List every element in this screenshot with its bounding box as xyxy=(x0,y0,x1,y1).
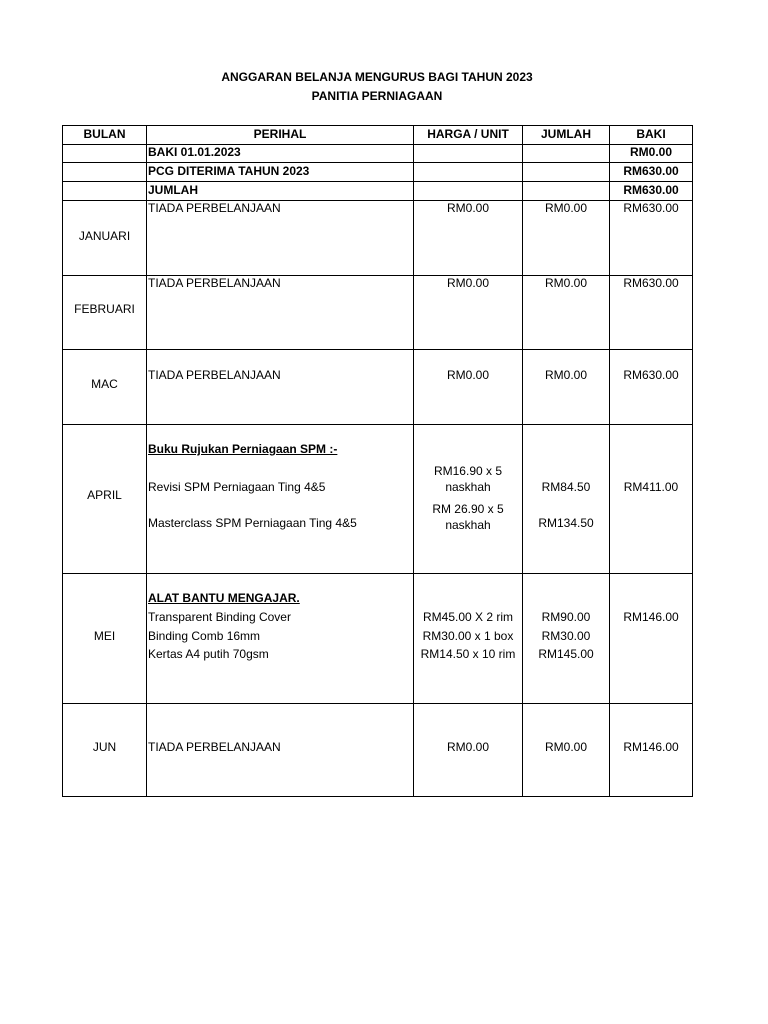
header-cell-jumlah xyxy=(522,126,609,144)
month-label: JANUARI xyxy=(78,229,131,243)
bulan-cell xyxy=(62,182,146,200)
table-header-row xyxy=(62,125,693,144)
perihal-text: JUMLAH xyxy=(148,182,198,197)
column-header-jumlah: JUMLAH xyxy=(541,126,591,141)
jumlah-cell xyxy=(522,182,609,200)
budget-table xyxy=(62,125,693,797)
harga-cell xyxy=(413,574,522,703)
perihal-cell xyxy=(146,163,413,181)
jumlah-value: RM0.00 xyxy=(544,276,588,290)
harga-cell xyxy=(413,350,522,424)
month-label: JUN xyxy=(92,740,117,754)
bulan-cell xyxy=(62,704,146,796)
baki-cell xyxy=(609,163,693,181)
summary-row-total xyxy=(62,181,693,200)
item-description: Revisi SPM Perniagaan Ting 4&5 xyxy=(148,480,326,494)
month-row-jun xyxy=(62,703,693,797)
header-cell-bulan xyxy=(62,126,146,144)
jumlah-cell xyxy=(522,276,609,349)
harga-cell xyxy=(413,704,522,796)
jumlah-value: RM0.00 xyxy=(544,368,588,382)
baki-cell xyxy=(609,182,693,200)
item-unit-price: RM45.00 X 2 rim xyxy=(422,610,514,624)
jumlah-cell xyxy=(522,574,609,703)
perihal-text: TIADA PERBELANJAAN xyxy=(148,740,281,754)
bulan-cell xyxy=(62,163,146,181)
bulan-cell xyxy=(62,201,146,275)
month-label: MAC xyxy=(91,377,118,391)
item-total: RM84.50 xyxy=(541,480,591,494)
baki-value: RM0.00 xyxy=(629,145,673,159)
column-header-harga: HARGA / UNIT xyxy=(427,126,509,141)
month-row-mac xyxy=(62,349,693,424)
header-cell-harga xyxy=(413,126,522,144)
bulan-cell xyxy=(62,350,146,424)
month-row-mei xyxy=(62,573,693,703)
item-total: RM90.00 xyxy=(541,610,591,624)
baki-value: RM630.00 xyxy=(623,276,679,290)
perihal-cell xyxy=(146,145,413,162)
harga-cell xyxy=(413,425,522,573)
harga-cell xyxy=(413,145,522,162)
item-unit-price: RM 26.90 x 5 naskhah xyxy=(432,502,504,532)
baki-value: RM411.00 xyxy=(623,480,679,494)
perihal-cell xyxy=(146,574,413,703)
section-heading: Buku Rujukan Perniagaan SPM :- xyxy=(148,442,338,456)
perihal-text: PCG DITERIMA TAHUN 2023 xyxy=(148,163,310,178)
harga-cell xyxy=(413,182,522,200)
perihal-text: BAKI 01.01.2023 xyxy=(148,145,241,159)
bulan-cell xyxy=(62,145,146,162)
harga-cell xyxy=(413,163,522,181)
baki-cell xyxy=(609,276,693,349)
month-label: FEBRUARI xyxy=(74,302,135,316)
item-unit-price: RM14.50 x 10 rim xyxy=(420,647,516,661)
harga-value: RM0.00 xyxy=(446,368,490,382)
section-heading: ALAT BANTU MENGAJAR. xyxy=(148,591,300,605)
baki-cell xyxy=(609,574,693,703)
jumlah-cell xyxy=(522,201,609,275)
perihal-cell xyxy=(146,350,413,424)
bulan-cell xyxy=(62,276,146,349)
perihal-cell xyxy=(146,201,413,275)
document-subtitle: PANITIA PERNIAGAAN xyxy=(311,89,443,103)
baki-value: RM630.00 xyxy=(623,201,679,215)
perihal-text: TIADA PERBELANJAAN xyxy=(148,201,281,215)
item-description: Binding Comb 16mm xyxy=(148,629,261,643)
item-total: RM145.00 xyxy=(538,647,594,661)
document-title: ANGGARAN BELANJA MENGURUS BAGI TAHUN 2023 xyxy=(221,70,533,84)
item-total: RM30.00 xyxy=(541,629,591,643)
bulan-cell xyxy=(62,574,146,703)
jumlah-cell xyxy=(522,350,609,424)
item-description: Transparent Binding Cover xyxy=(148,610,291,624)
month-row-april xyxy=(62,424,693,573)
jumlah-value: RM0.00 xyxy=(544,201,588,215)
jumlah-value: RM0.00 xyxy=(544,740,588,754)
item-unit-price: RM16.90 x 5 naskhah xyxy=(433,464,503,494)
baki-cell xyxy=(609,145,693,162)
month-row-februari xyxy=(62,275,693,349)
column-header-baki: BAKI xyxy=(636,126,666,141)
jumlah-cell xyxy=(522,163,609,181)
summary-row-pcg-received xyxy=(62,162,693,181)
harga-value: RM0.00 xyxy=(446,740,490,754)
month-row-januari xyxy=(62,200,693,275)
item-unit-price: RM30.00 x 1 box xyxy=(422,629,514,643)
month-label: APRIL xyxy=(87,488,122,502)
baki-cell xyxy=(609,201,693,275)
perihal-cell xyxy=(146,704,413,796)
bulan-cell xyxy=(62,425,146,573)
baki-value: RM146.00 xyxy=(623,610,679,624)
column-header-bulan: BULAN xyxy=(83,126,126,141)
baki-cell xyxy=(609,704,693,796)
jumlah-cell xyxy=(522,425,609,573)
baki-value: RM630.00 xyxy=(623,182,679,197)
baki-cell xyxy=(609,350,693,424)
header-cell-baki xyxy=(609,126,693,144)
column-header-perihal: PERIHAL xyxy=(253,126,307,141)
month-label: MEI xyxy=(93,629,116,643)
perihal-cell xyxy=(146,425,413,573)
perihal-cell xyxy=(146,182,413,200)
item-total: RM134.50 xyxy=(538,516,594,530)
harga-value: RM0.00 xyxy=(446,201,490,215)
harga-value: RM0.00 xyxy=(446,276,490,290)
baki-value: RM630.00 xyxy=(623,163,679,178)
harga-cell xyxy=(413,276,522,349)
jumlah-cell xyxy=(522,704,609,796)
perihal-cell xyxy=(146,276,413,349)
baki-value: RM630.00 xyxy=(623,368,679,382)
summary-row-opening-balance xyxy=(62,144,693,162)
jumlah-cell xyxy=(522,145,609,162)
perihal-text: TIADA PERBELANJAAN xyxy=(148,276,281,290)
baki-cell xyxy=(609,425,693,573)
perihal-text: TIADA PERBELANJAAN xyxy=(148,368,281,382)
header-cell-perihal xyxy=(146,126,413,144)
item-description: Kertas A4 putih 70gsm xyxy=(148,647,269,661)
item-description: Masterclass SPM Perniagaan Ting 4&5 xyxy=(148,516,357,530)
baki-value: RM146.00 xyxy=(623,740,679,754)
harga-cell xyxy=(413,201,522,275)
